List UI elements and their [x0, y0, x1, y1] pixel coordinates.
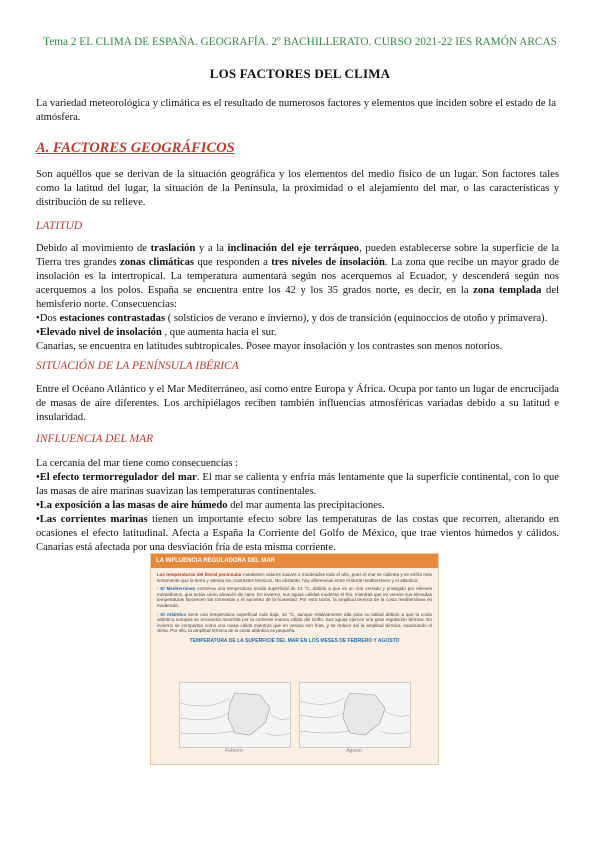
map-february-drawing — [180, 683, 290, 747]
figure-paragraph-3: - El Atlántico tiene una temperatura superficial más baja, 16 °C, aunque relativamente alta para su latitud debido a que la costa atlántica europea se encuentra recorrida por la corriente marina cálida del Golfo. Sus aguas ejercen una gran regulación térmica. En invierno se comportan como una masa cálida mientras que en verano son frías, y se reduce así la amplitud térmica, suavizando el clima. Por ello, la amplitud térmica de la costa atlántica es pequeña. — [157, 611, 432, 634]
map-august-drawing — [300, 683, 410, 747]
figure-heading: LA INFLUENCIA REGULADORA DEL MAR — [151, 554, 438, 568]
intro-paragraph — [36, 97, 556, 125]
map-february — [179, 682, 291, 748]
maps-title: TEMPERATURA DE LA SUPERFICIE DEL MAR EN LOS MESES DE FEBRERO Y AGOSTO — [189, 637, 400, 644]
sea-influence-figure — [150, 553, 439, 765]
map-august-label: Agosto — [346, 748, 362, 754]
intro-text: La variedad meteorológica y climática es el resultado de numerosos factores y elementos que inciden sobre el estado de la atmósfera. — [36, 98, 556, 123]
map-february-label: Febrero — [225, 748, 243, 754]
figure-paragraph-1: Las temperaturas del litoral peninsular mantienen valores suaves o moderados todo el año, pues el mar se calienta y se enfría más lentamente que la tierra y atenúa los contrastes térmicos. No obstante, hay diferencias entre el litoral mediterráneo y el atlántico: — [157, 572, 433, 583]
latitud-heading: LATITUD — [36, 220, 83, 232]
section-a-text: Son aquéllos que se derivan de la situación geográfica y los elementos del medio físico de un lugar. Son factores tales como la latitud del lugar, la situación de la Península, la proximidad o el alejamiento del mar, o las características y distribución de su relieve. — [36, 169, 559, 208]
map-august — [299, 682, 411, 748]
page-title: LOS FACTORES DEL CLIMA — [209, 66, 391, 81]
situacion-text: Entre el Océano Atlántico y el Mar Mediterráneo, así como entre Europa y África. Ocupa por tanto un lugar de encrucijada de masas de aire diferentes. Los archipiélagos reciben también influencias atmosféricas variadas debido a su latitud e insularidad. — [36, 384, 559, 423]
figure-paragraph-2: - El Mediterráneo conserva una temperatura media superficial de 13 °C, debido a que es un mar cerrado y protegido por relieves montañosos, que actúa como almacén de calor. En invierno, sus aguas cálidas moderan el frío, mientras que en verano sus elevadas temperaturas favorecen las tormentas y el aumento de la humedad. Por esta razón, la amplitud térmica de la costa mediterránea es moderada. — [157, 586, 432, 608]
page-header: Tema 2 EL CLIMA DE ESPAÑA. GEOGRAFÍA. 2º BACHILLERATO. CURSO 2021-22 IES RAMÓN ARCAS — [43, 36, 557, 48]
section-a-heading: A. FACTORES GEOGRÁFICOS — [36, 140, 235, 156]
mar-heading: INFLUENCIA DEL MAR — [36, 433, 154, 445]
latitud-paragraph: Debido al movimiento de traslación y a la inclinación del eje terráqueo, pueden establecerse sobre la superficie de la Tierra tres grandes zonas climáticas que responden a tres niveles de insolación. La zona que recibe un mayor grado de insolación es la intertropical. La temperatura aumentará según nos acerquemos al Ecuador, y descenderá según nos acerquemos a los polos. España se encuentra entre los 42 y los 35 grados norte, es decir, en la zona templada del hemisferio norte. Consecuencias: •Dos estaciones contrastadas ( solsticios de verano e invierno), y dos de transición (equinoccios de otoño y primavera). •Elevado nivel de insolación , que aumenta hacia el sur. Canarias, se encuentra en latitudes subtropicales. Posee mayor insolación y los contrastes son menos notorios. — [36, 243, 560, 352]
mar-paragraph: La cercanía del mar tiene como consecuencias : •El efecto termorregulador del mar. El mar se calienta y enfría más lentamente que la superficie continental, con lo que las masas de aire marinas suavizan las temperaturas continentales. •La exposición a las masas de aire húmedo del mar aumenta las precipitaciones. •Las corrientes marinas tienen un importante efecto sobre las temperaturas de las costas que recorren, alterando en ocasiones el efecto latitudinal. Afecta a España la Corriente del Golfo de México, que trae vientos húmedos y cálidos. Canarias está afectada por una desviación fría de esta misma corriente. — [36, 458, 559, 553]
situacion-heading: SITUACIÓN DE LA PENÍNSULA IBÉRICA — [36, 360, 239, 372]
